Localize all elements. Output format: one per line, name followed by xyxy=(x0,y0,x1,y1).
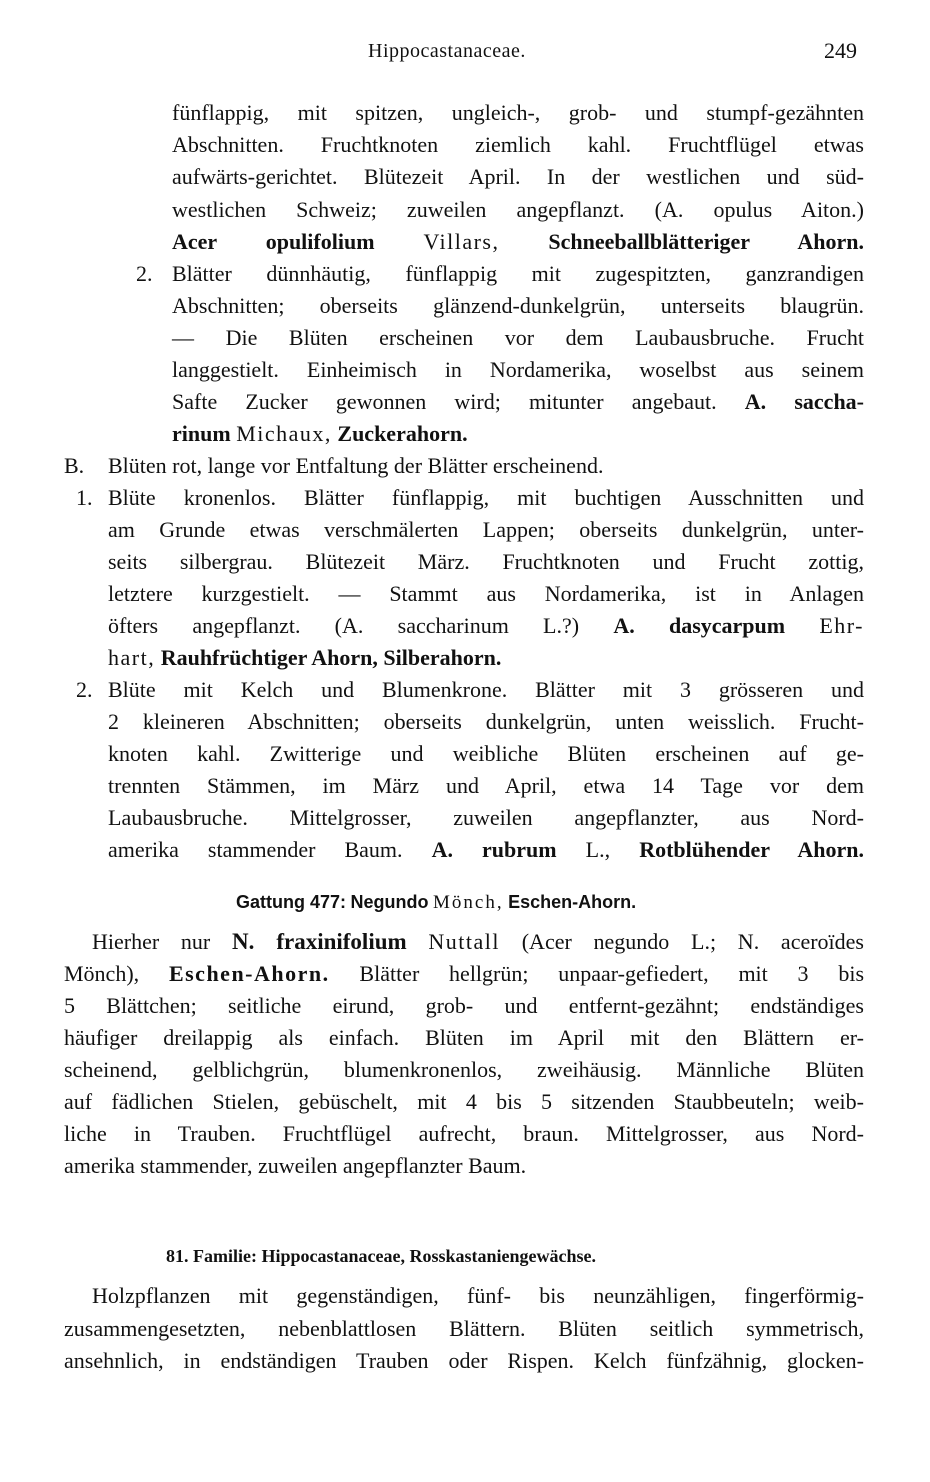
text-line xyxy=(92,929,864,955)
item-number: 1. xyxy=(76,485,93,510)
text-line xyxy=(108,613,864,639)
genus-common-name: Eschen-Ahorn. xyxy=(508,892,637,912)
species-author: Ehr- xyxy=(819,613,865,638)
species-name: A. rubrum xyxy=(431,837,557,862)
species-common-name: Schneeballblätteriger Ahorn. xyxy=(548,229,864,254)
text-segment: amerika stammender Baum. xyxy=(108,837,403,862)
species-common-name: Rauhfrüchtiger Ahorn, Silberahorn. xyxy=(160,645,502,670)
item-number: 2. xyxy=(136,261,153,286)
text-segment: öfters angepflanzt. (A. saccharinum L.?) xyxy=(108,613,580,638)
species-line xyxy=(172,229,864,255)
species-author: Nuttall xyxy=(428,929,500,954)
text-line: liche in Trauben. Fruchtflügel aufrecht, braun. Mittelgrosser, aus Nord- xyxy=(64,1121,864,1146)
text-line: westlichen Schweiz; zuweilen angepflanzt. (A. opulus Aiton.) xyxy=(172,197,864,222)
text-line: Abschnitten; oberseits glänzend-dunkelgrün, unterseits blaugrün. xyxy=(172,293,864,318)
species-name: A. saccha- xyxy=(744,389,864,414)
text-line xyxy=(172,389,864,415)
text-line: trennten Stämmen, im März und April, etwa 14 Tage vor dem xyxy=(108,773,864,798)
item-number: 2. xyxy=(76,677,93,702)
species-author: L., xyxy=(585,837,611,862)
genus-heading-prefix: Gattung 477: xyxy=(236,892,347,912)
text-line xyxy=(64,961,864,987)
text-line: Holzpflanzen mit gegenständigen, fünf- bis neunzähligen, fingerförmig- xyxy=(92,1283,864,1308)
text-line: häufiger dreilappig als einfach. Blüten im April mit den Blättern er- xyxy=(64,1025,864,1050)
text-line: langgestielt. Einheimisch in Nordamerika, woselbst aus seinem xyxy=(172,357,864,382)
text-line: 2 kleineren Abschnitten; oberseits dunkelgrün, unten weisslich. Frucht- xyxy=(108,709,864,734)
text-segment: (Acer negundo L.; N. aceroïdes xyxy=(521,929,864,954)
text-line: scheinend, gelblichgrün, blumenkronenlos, zweihäusig. Männliche Blüten xyxy=(64,1057,864,1082)
running-head: Hippocastanaceae. xyxy=(368,40,526,62)
text-line: seits silbergrau. Blütezeit März. Fruchtknoten und Frucht zottig, xyxy=(108,549,864,574)
text-line: Blätter dünnhäutig, fünflappig mit zugespitzten, ganzrandigen xyxy=(172,261,864,286)
species-name: rinum xyxy=(172,421,231,446)
text-line: auf fädlichen Stielen, gebüschelt, mit 4 bis 5 sitzenden Staubbeuteln; weib- xyxy=(64,1089,864,1114)
section-label: B. xyxy=(64,453,85,478)
species-line xyxy=(108,645,501,671)
species-common-name: Eschen-Ahorn. xyxy=(168,961,330,986)
text-line: — Die Blüten erscheinen vor dem Laubausbruche. Frucht xyxy=(172,325,864,350)
text-line: letztere kurzgestielt. — Stammt aus Nordamerika, ist in Anlagen xyxy=(108,581,864,606)
text-line: Blüte mit Kelch und Blumenkrone. Blätter mit 3 grösseren und xyxy=(108,677,864,702)
text-segment: Blätter hellgrün; unpaar-gefiedert, mit 3 bis xyxy=(359,961,865,986)
species-common-name: Zuckerahorn. xyxy=(337,421,468,446)
species-line xyxy=(108,837,864,863)
text-line: Blüten rot, lange vor Entfaltung der Blätter erscheinend. xyxy=(108,453,604,478)
text-segment: Hierher nur xyxy=(92,929,211,954)
family-heading: 81. Familie: Hippocastanaceae, Rosskastaniengewächse. xyxy=(166,1246,596,1266)
genus-heading xyxy=(236,890,636,915)
page-number: 249 xyxy=(824,38,857,63)
genus-name: Negundo xyxy=(350,892,429,912)
genus-author: Mönch, xyxy=(433,892,504,913)
text-line: Blüte kronenlos. Blätter fünflappig, mit buchtigen Ausschnitten und xyxy=(108,485,864,510)
species-common-name: Rotblühender Ahorn. xyxy=(639,837,865,862)
text-line: Laubausbruche. Mittelgrosser, zuweilen angepflanzter, aus Nord- xyxy=(108,805,864,830)
species-author: hart, xyxy=(108,645,156,670)
text-line: zusammengesetzten, nebenblattlosen Blättern. Blüten seitlich symmetrisch, xyxy=(64,1316,864,1341)
text-line: aufwärts-gerichtet. Blütezeit April. In der westlichen und süd- xyxy=(172,164,864,189)
text-line: amerika stammender, zuweilen angepflanzter Baum. xyxy=(64,1153,527,1178)
text-line: am Grunde etwas verschmälerten Lappen; oberseits dunkelgrün, unter- xyxy=(108,517,864,542)
text-segment: Safte Zucker gewonnen wird; mitunter angebaut. xyxy=(172,389,717,414)
text-line: knoten kahl. Zwitterige und weibliche Blüten erscheinen auf ge- xyxy=(108,741,864,766)
species-author: Michaux, xyxy=(236,421,332,446)
species-line xyxy=(172,421,468,447)
species-name: Acer opulifolium xyxy=(172,229,375,254)
text-line: 5 Blättchen; seitliche eirund, grob- und entfernt-gezähnt; endständiges xyxy=(64,993,864,1018)
text-line: Abschnitten. Fruchtknoten ziemlich kahl. Fruchtflügel etwas xyxy=(172,132,864,157)
text-segment: Mönch), xyxy=(64,961,140,986)
text-line: fünflappig, mit spitzen, ungleich-, grob- und stumpf-gezähnten xyxy=(172,100,864,125)
species-name: N. fraxinifolium xyxy=(231,929,407,954)
species-author: Villars, xyxy=(423,229,500,254)
text-line: ansehnlich, in endständigen Trauben oder Rispen. Kelch fünfzähnig, glocken- xyxy=(64,1348,864,1373)
species-name: A. dasycarpum xyxy=(613,613,786,638)
